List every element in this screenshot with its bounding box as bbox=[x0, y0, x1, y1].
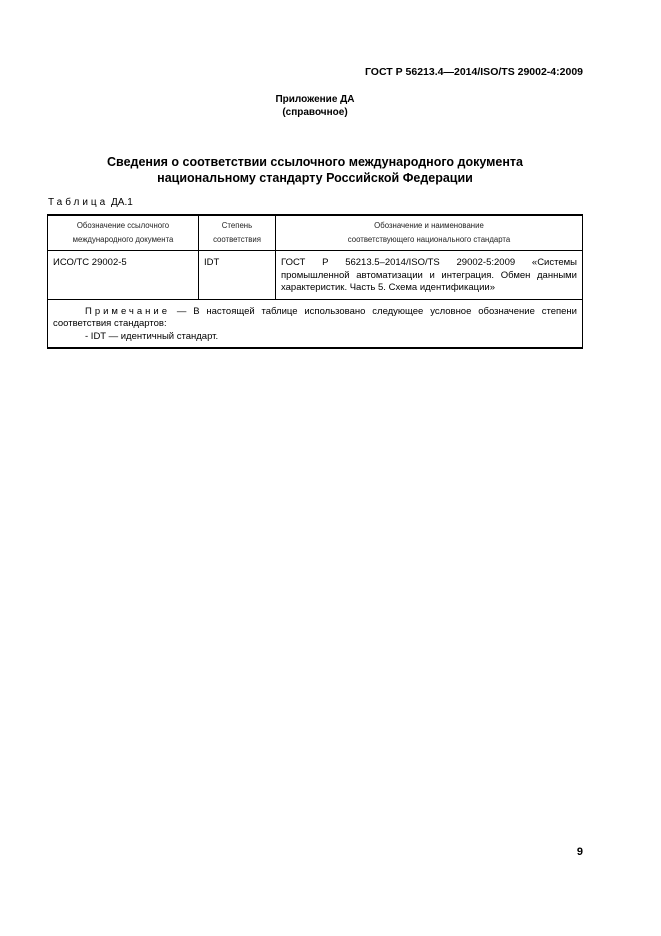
table-note bbox=[48, 299, 583, 348]
table-header-row bbox=[48, 215, 583, 251]
document-title-line2: национальному стандарту Российской Федерации bbox=[157, 171, 473, 185]
column-header-reference-line2: международного документа bbox=[72, 235, 174, 244]
annex-heading bbox=[0, 93, 630, 119]
document-code-header: ГОСТ Р 56213.4—2014/ISO/TS 29002-4:2009 bbox=[364, 66, 583, 78]
document-title bbox=[0, 154, 630, 186]
column-header-national-standard-line1: Обозначение и наименование bbox=[374, 221, 484, 230]
note-item: - IDT — идентичный стандарт. bbox=[85, 330, 219, 342]
column-header-national-standard bbox=[276, 215, 583, 251]
correspondence-table bbox=[47, 214, 583, 349]
note-text-block bbox=[53, 306, 577, 331]
table-note-row bbox=[48, 299, 583, 348]
table-caption-id: ДА.1 bbox=[111, 197, 133, 208]
cell-degree: IDT bbox=[199, 251, 276, 300]
page-number: 9 bbox=[576, 846, 583, 858]
column-header-reference bbox=[48, 215, 199, 251]
document-title-line1: Сведения о соответствии ссылочного международного документа bbox=[107, 155, 523, 169]
annex-title: Приложение ДА bbox=[275, 94, 355, 105]
column-header-reference-line1: Обозначение ссылочного bbox=[76, 221, 170, 230]
table-row bbox=[48, 251, 583, 300]
column-header-degree-line1: Степень bbox=[221, 221, 253, 230]
cell-reference: ИСО/ТС 29002-5 bbox=[48, 251, 199, 300]
note-label: Примечание bbox=[85, 305, 170, 317]
annex-subtitle: (справочное) bbox=[282, 107, 348, 118]
column-header-degree-line2: соответствия bbox=[213, 235, 261, 244]
column-header-degree bbox=[199, 215, 276, 251]
table-caption bbox=[48, 197, 133, 208]
note-text: — В настоящей таблице использовано следующее условное обозначение степени соответствия стандартов: bbox=[53, 305, 577, 329]
table-caption-word: Таблица bbox=[48, 197, 109, 208]
cell-national-standard: ГОСТ Р 56213.5–2014/ISO/TS 29002-5:2009 «Системы промышленной автоматизации и интеграция. Обмен данными характеристик. Часть 5. Схема идентификации» bbox=[276, 251, 583, 300]
column-header-national-standard-line2: соответствующего национального стандарта bbox=[347, 235, 511, 244]
